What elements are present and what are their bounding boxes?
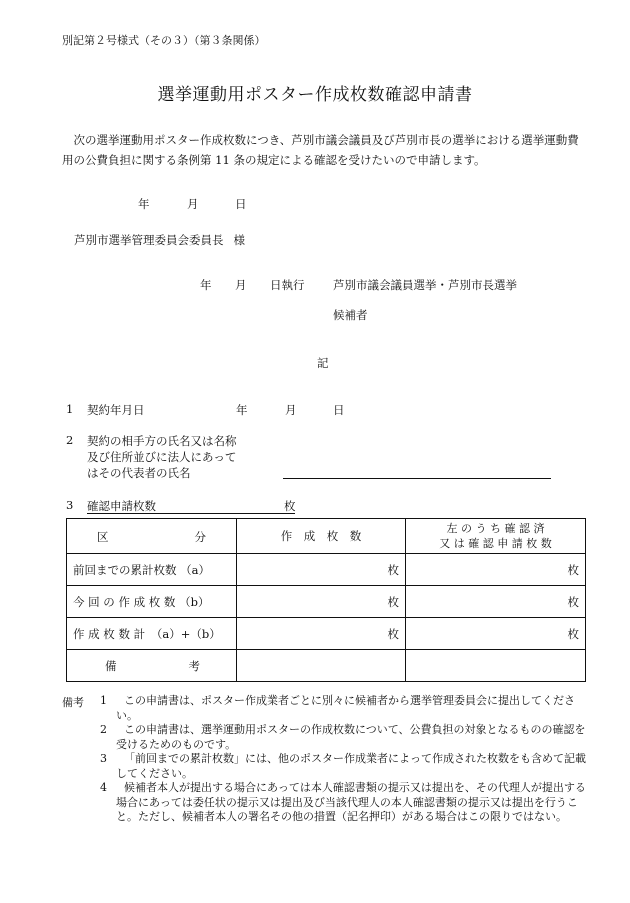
item-number: 2 <box>66 433 74 447</box>
item-number: 1 <box>66 402 74 416</box>
election-year-label: 年 <box>200 278 212 292</box>
confirmed-count-cell[interactable] <box>406 618 586 650</box>
unit-label: 枚 <box>387 562 399 577</box>
date-year-label: 年 <box>138 197 150 211</box>
unit-label: 枚 <box>567 562 579 577</box>
created-count-cell[interactable] <box>237 554 406 586</box>
item-label-line: はその代表者の氏名 <box>87 466 191 480</box>
document-title: 選挙運動用ポスター作成枚数確認申請書 <box>157 85 473 105</box>
unit-label: 枚 <box>567 626 579 641</box>
table-row <box>67 586 586 618</box>
addressee <box>74 232 245 248</box>
form-number-label: 別記第２号様式（その３）（第３条関係） <box>62 34 266 47</box>
unit-label: 枚 <box>387 626 399 641</box>
notes-heading: 備考 <box>62 696 84 709</box>
item-label-line: 契約の相手方の氏名又は名称 <box>87 434 237 448</box>
header-category-b: 分 <box>194 530 206 544</box>
confirmed-count-cell[interactable] <box>406 554 586 586</box>
contract-party-signature-line <box>283 478 551 479</box>
ki-heading: 記 <box>317 356 329 370</box>
note-text: この申請書は、ポスター作成業者ごとに別々に候補者から選挙管理委員会に提出してください。 <box>116 694 575 722</box>
election-day-label: 日執行 <box>270 278 305 292</box>
remarks-label-a: 備 <box>105 659 117 673</box>
poster-count-table <box>66 518 586 682</box>
header-category-a: 区 <box>97 530 109 544</box>
table-header-row <box>67 519 586 554</box>
table-row <box>67 554 586 586</box>
item-label: 確認申請枚数 <box>87 499 156 513</box>
note-text: 「前回までの累計枚数」には、他のポスター作成業者によって作成された枚数をも含めて記載してください。 <box>116 752 586 780</box>
contract-day-label: 日 <box>333 403 345 417</box>
note-number: 4 <box>100 781 107 794</box>
addressee-honorific: 様 <box>233 233 245 247</box>
date-month-label: 月 <box>187 197 199 211</box>
date-day-label: 日 <box>235 197 247 211</box>
addressee-name: 芦別市選挙管理委員会委員長 <box>74 233 224 247</box>
header-created-count: 作 成 枚 数 <box>237 519 406 554</box>
header-category <box>67 519 237 554</box>
header-confirmed-count <box>406 519 586 554</box>
unit-label: 枚 <box>567 594 579 609</box>
remarks-label-b: 考 <box>188 659 200 673</box>
created-count-cell[interactable] <box>237 586 406 618</box>
requested-count-underline <box>87 513 295 514</box>
header-confirmed-line2: 又 は 確 認 申 請 枚 数 <box>439 537 552 550</box>
note-number: 3 <box>100 752 107 765</box>
row-label: 今 回 の 作 成 枚 数 （b） <box>67 586 237 618</box>
table-row-remarks <box>67 650 586 682</box>
note-number: 2 <box>100 723 107 736</box>
intro-paragraph: 次の選挙運動用ポスター作成枚数につき、芦別市議会議員及び芦別市長の選挙における選挙運動費用の公費負担に関する条例第 11 条の規定による確認を受けたいので申請します。 <box>62 133 579 167</box>
row-label: 前回までの累計枚数 （a） <box>67 554 237 586</box>
requested-count-unit: 枚 <box>284 499 296 513</box>
election-name: 芦別市議会議員選挙・芦別市長選挙 <box>333 278 517 292</box>
confirmed-count-cell[interactable] <box>406 586 586 618</box>
item-label-line: 及び住所並びに法人にあって <box>87 450 237 464</box>
note-text: この申請書は、選挙運動用ポスターの作成枚数について、公費負担の対象となるものの確認を受けるためのものです。 <box>116 723 586 751</box>
row-label: 作 成 枚 数 計 （a）+（b） <box>67 618 237 650</box>
remarks-cell[interactable] <box>237 650 406 682</box>
header-confirmed-line1: 左 の う ち 確 認 済 <box>446 522 545 535</box>
item-number: 3 <box>66 498 74 512</box>
table-row <box>67 618 586 650</box>
contract-month-label: 月 <box>285 403 297 417</box>
row-label-remarks <box>67 650 237 682</box>
unit-label: 枚 <box>387 594 399 609</box>
remarks-cell[interactable] <box>406 650 586 682</box>
created-count-cell[interactable] <box>237 618 406 650</box>
election-month-label: 月 <box>235 278 247 292</box>
note-number: 1 <box>100 694 107 707</box>
candidate-label: 候補者 <box>333 308 368 322</box>
contract-year-label: 年 <box>236 403 248 417</box>
note-text: 候補者本人が提出する場合にあっては本人確認書類の提示又は提出を、その代理人が提出する場合にあっては委任状の提示又は提出及び当該代理人の本人確認書類の提示又は提出を行うこと。ただし、候補者本人の署名その他の措置（記名押印）がある場合はこの限りではない。 <box>116 781 586 823</box>
item-label: 契約年月日 <box>87 403 145 417</box>
